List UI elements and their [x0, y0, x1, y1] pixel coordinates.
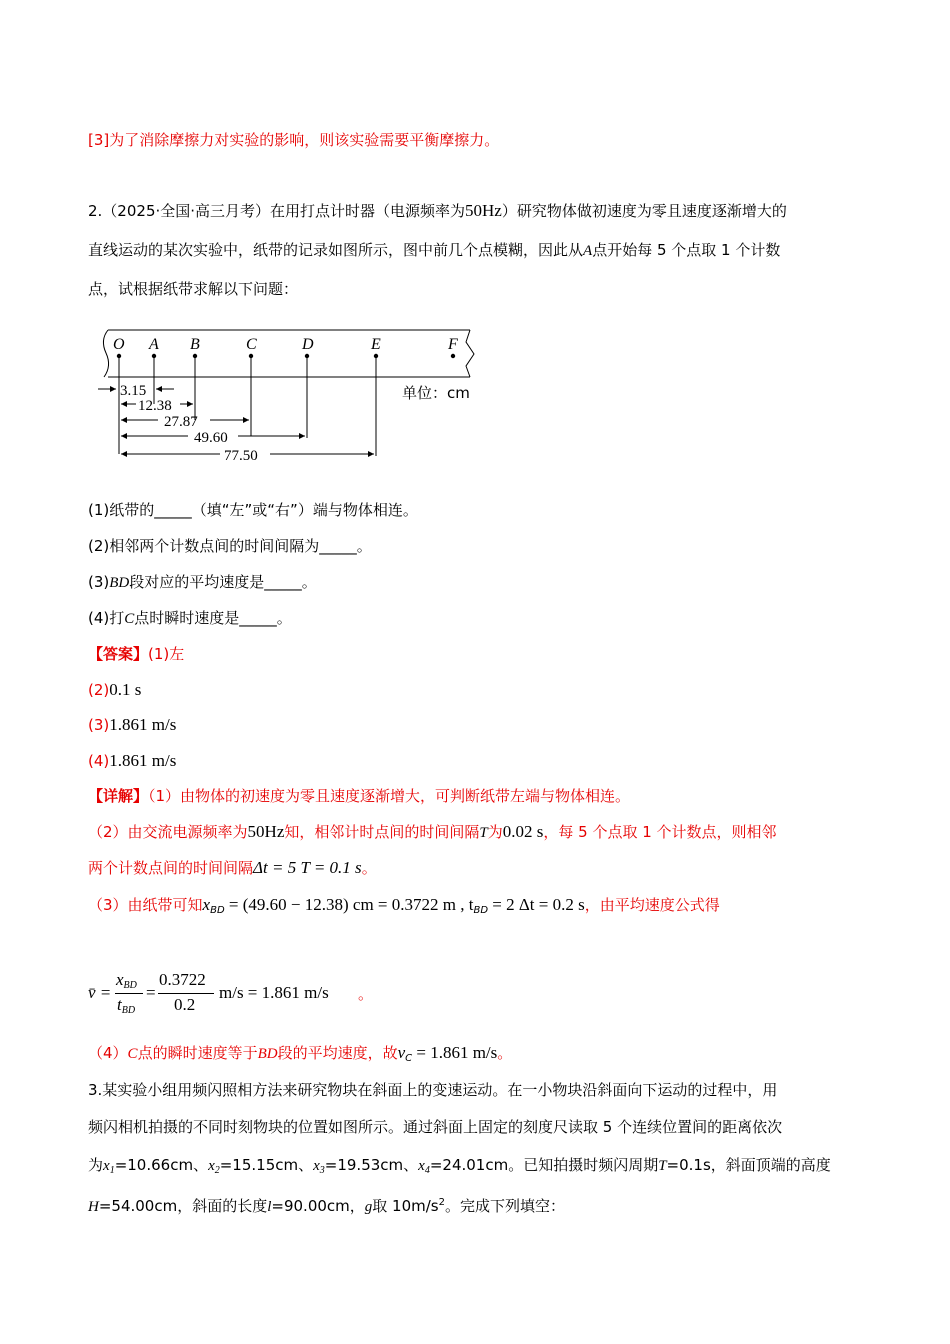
q3-line3: 为$x_1=10.66cm$、$x_2=15.15cm$、$x_3=19.53cm$、$x_4=24.01cm$。已知拍摄时频闪周期T=0.1s，斜面顶端的高度: [88, 1156, 831, 1176]
detail-4-text: 段的平均速度，故: [277, 1044, 398, 1062]
answer-3-num: (3): [88, 716, 110, 734]
formula-num-x: x: [116, 970, 124, 989]
formula-den-sub: BD: [121, 1005, 136, 1016]
q3-x2: =15.15cm、: [219, 1156, 314, 1174]
q3-x3: =19.53cm、: [324, 1156, 419, 1174]
q3-text: 。完成下列填空：: [444, 1197, 565, 1215]
answer-2-value: 0.1 s: [109, 680, 142, 699]
q2-sub1: (1)纸带的_____（填“左”或“右”）端与物体相连。: [88, 501, 418, 519]
formula-num-value: 0.3722: [159, 970, 206, 989]
formula-num-sub: BD: [123, 980, 137, 991]
detail-2-period-var: T: [479, 825, 488, 841]
q2-stem-line2: [88, 240, 780, 261]
detail-label: 【详解】: [88, 787, 149, 805]
detail-line3: [88, 895, 720, 921]
q2-sub4-text: 点时瞬时速度是_____。: [134, 609, 292, 627]
q2-sub3: [88, 572, 317, 593]
detail-3-t-sub: BD: [473, 905, 489, 916]
q3-text: 为: [88, 1156, 104, 1174]
q3-text: =54.00cm，斜面的长度: [98, 1197, 268, 1215]
q2-stem-text: 2.（2025·全国·高三月考）在用打点计时器（电源频率为: [88, 202, 466, 220]
tape-dot: [374, 354, 378, 358]
tape-distance-oe: 77.50: [224, 448, 258, 464]
tape-dot: [305, 354, 309, 358]
q2-sub3-num: (3): [88, 573, 110, 591]
tape-unit-label: 单位：cm: [402, 384, 470, 402]
formula-result: m/s = 1.861 m/s: [219, 983, 329, 1002]
detail-4-text: 点的瞬时速度等于: [137, 1044, 258, 1062]
q3-T: T: [658, 1158, 667, 1174]
detail-line2b: [88, 858, 377, 878]
tape-label-f: F: [448, 336, 458, 353]
tape-dot: [117, 354, 121, 358]
q2-stem-line3: 点，试根据纸带求解以下问题：: [88, 280, 299, 298]
detail-2b-end: 。: [361, 859, 377, 877]
answer-line1: [88, 644, 184, 664]
formula-equals: =: [146, 983, 156, 1002]
q2-stem-text: 点开始每 5 个点取 1 个计数: [592, 241, 781, 259]
formula-denominator: [117, 995, 135, 1016]
q3-x1: =10.66cm、: [114, 1156, 209, 1174]
formula-den-t: t: [117, 995, 122, 1014]
tape-label-e: E: [371, 336, 381, 353]
q3-line4: [88, 1193, 565, 1217]
tape-distance-ob: 12.38: [138, 398, 172, 414]
average-velocity-formula: [88, 966, 488, 1026]
q2-stem-text: 直线运动的某次实验中，纸带的记录如图所示，图中前几个点模糊，因此从: [88, 241, 584, 259]
tape-dot: [152, 354, 156, 358]
answer-line3: [88, 715, 176, 735]
tape-label-c: C: [246, 336, 257, 353]
detail-4-v-sub: C: [405, 1053, 413, 1064]
detail-4-value: = 1.861 m/s: [412, 1043, 498, 1062]
answer-4-value: 1.861 m/s: [109, 751, 177, 770]
formula-numerator: [116, 970, 137, 991]
q3-sup: 2: [438, 1197, 445, 1208]
tape-distance-oa: 3.15: [120, 383, 147, 399]
answer-label: 【答案】: [88, 645, 149, 663]
answer-2-num: (2): [88, 681, 110, 699]
detail-2-period-value: 0.02 s: [502, 822, 544, 841]
detail-1: （1）由物体的初速度为零且速度逐渐增大，可判断纸带左端与物体相连。: [148, 787, 631, 805]
tape-label-o: O: [113, 336, 125, 353]
q1-tail-text: [3]为了消除摩擦力对实验的影响，则该实验需要平衡摩擦力。: [88, 131, 500, 149]
detail-2b-formula: Δt = 5 T = 0.1 s: [253, 858, 362, 877]
q3-line2: 频闪相机拍摄的不同时刻物块的位置如图所示。通过斜面上固定的刻度尺读取 5 个连续位置间的距离依次: [88, 1118, 783, 1136]
detail-3-x-sub: BD: [210, 905, 225, 916]
detail-2-text: ，每 5 个点取 1 个计数点，则相邻: [543, 823, 777, 841]
q3-line1: 3.某实验小组用频闪照相方法来研究物块在斜面上的变速运动。在一小物块沿斜面向下运动的过程中，用: [88, 1081, 778, 1099]
detail-3-text: ，由平均速度公式得: [584, 896, 720, 914]
q2-sub4-num: (4)打: [88, 609, 125, 627]
detail-2-freq: 50Hz: [247, 822, 285, 841]
detail-line4: [88, 1043, 512, 1069]
q3-x4: =24.01cm。已知拍摄时频闪周期: [429, 1156, 659, 1174]
answer-line4: [88, 751, 176, 771]
formula-fraction-bar-2: [158, 993, 214, 994]
formula-vbar: v̄ =: [88, 983, 112, 1002]
q3-l: l: [267, 1199, 272, 1215]
detail-4-text: （4）: [88, 1044, 128, 1062]
q3-H: H: [88, 1199, 99, 1215]
paper-tape-figure: [96, 326, 488, 466]
q2-point-a: A: [583, 243, 593, 259]
detail-4-end: 。: [497, 1044, 513, 1062]
detail-4-v: v: [397, 1043, 406, 1062]
q2-stem-line1: [88, 201, 787, 221]
q3-text: 取 10m/s: [372, 1197, 439, 1215]
tape-dot: [249, 354, 253, 358]
tape-label-b: B: [190, 336, 200, 353]
answer-4-num: (4): [88, 752, 110, 770]
detail-3-formula2: = 2 Δt = 0.2 s: [488, 895, 585, 914]
formula-den-value: 0.2: [174, 995, 196, 1014]
q3-text: =90.00cm，: [271, 1197, 365, 1215]
detail-4-c: C: [127, 1046, 138, 1062]
formula-end: 。: [358, 985, 374, 1003]
detail-2b-text: 两个计数点间的时间间隔: [88, 859, 254, 877]
detail-3-x: x: [202, 895, 211, 914]
tape-label-d: D: [302, 336, 314, 353]
detail-2-text: 为: [487, 823, 503, 841]
tape-label-a: A: [149, 336, 159, 353]
q3-g: g: [364, 1199, 373, 1215]
answer-1: (1)左: [148, 645, 185, 663]
q2-stem-text: ）研究物体做初速度为零且速度逐渐增大的: [501, 202, 787, 220]
detail-line2: [88, 822, 777, 843]
formula-fraction-bar: [115, 993, 143, 994]
answer-3-value: 1.861 m/s: [109, 715, 177, 734]
tape-distance-oc: 27.87: [164, 414, 198, 430]
tape-distance-od: 49.60: [194, 430, 228, 446]
detail-2-text: （2）由交流电源频率为: [88, 823, 248, 841]
detail-2-text: 知，相邻计时点间的时间间隔: [284, 823, 480, 841]
q2-sub3-text: 段对应的平均速度是_____。: [129, 573, 317, 591]
q3-T-value: =0.1s，斜面顶端的高度: [666, 1156, 831, 1174]
tape-dot: [193, 354, 197, 358]
q2-sub4-var: C: [124, 611, 135, 627]
tape-dot: [451, 354, 455, 358]
q2-sub3-var: BD: [109, 575, 130, 591]
detail-3-formula: = (49.60 − 12.38) cm = 0.3722 m , t: [224, 895, 474, 914]
q2-frequency: 50Hz: [465, 201, 502, 220]
detail-line1: [88, 786, 630, 806]
answer-line2: [88, 680, 141, 700]
detail-3-text: （3）由纸带可知: [88, 896, 203, 914]
detail-4-bd: BD: [257, 1046, 278, 1062]
q2-sub4: [88, 608, 292, 629]
q2-sub2: (2)相邻两个计数点间的时间间隔为_____。: [88, 537, 372, 555]
